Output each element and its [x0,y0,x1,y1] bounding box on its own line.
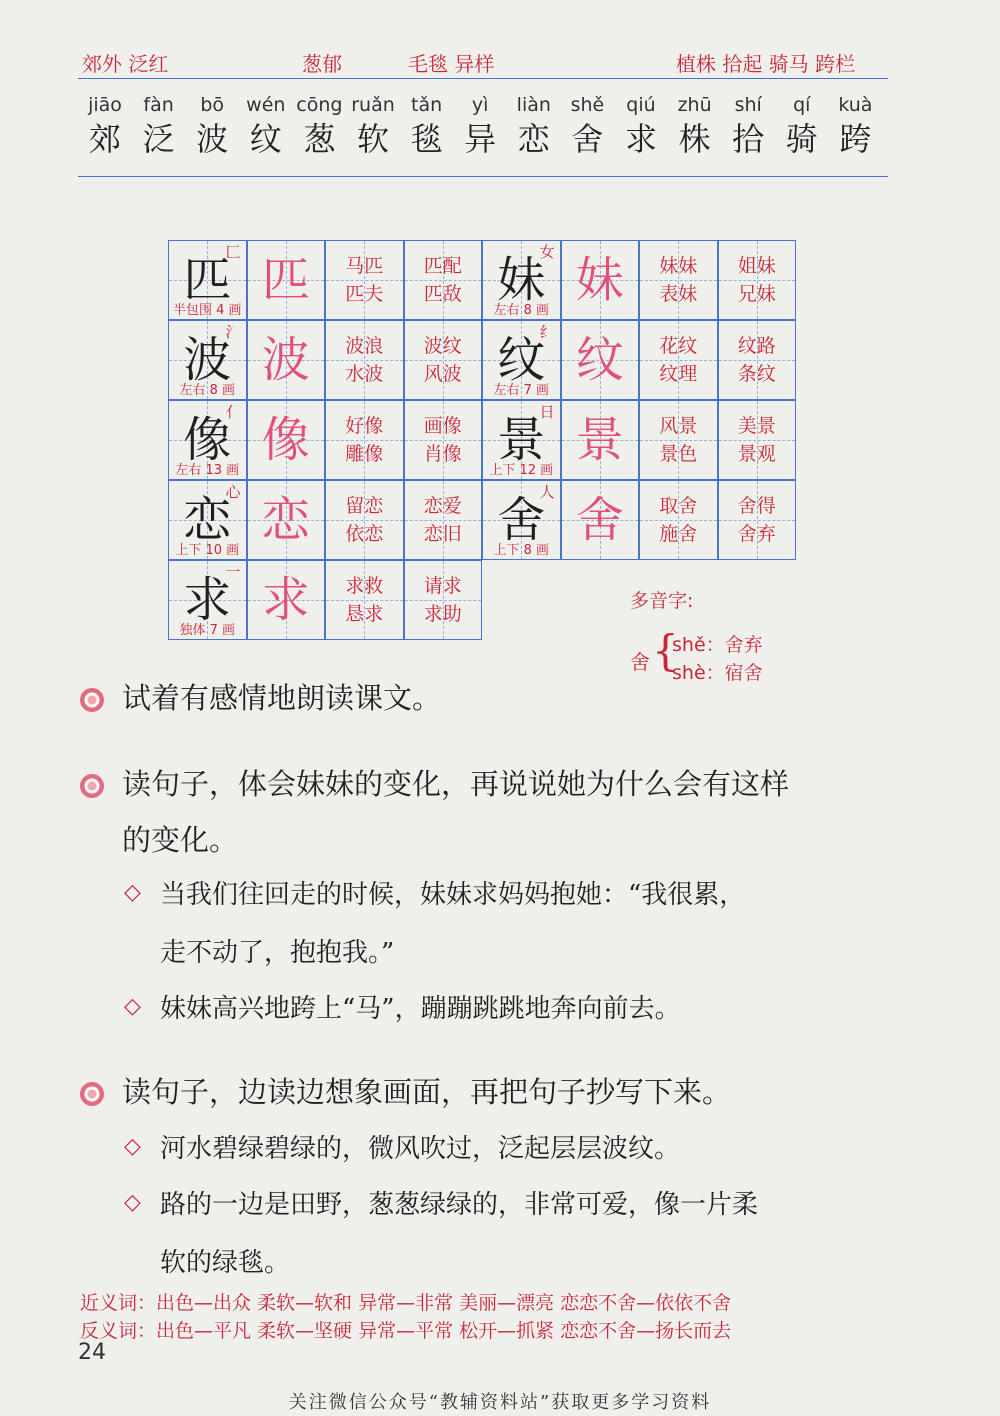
char-structure-strokes: 左右 8 画 [493,303,550,318]
char-trace: 景 [575,412,624,468]
word-cell [718,480,797,560]
vocab-item [826,92,884,160]
vocab-item [76,92,134,160]
exercise-3-text: 读句子，边读边想象画面，再把句子抄写下来。 [122,1075,732,1109]
header-top-rule [78,78,888,79]
flower-bullet-icon [80,688,104,712]
char-structure-strokes: 上下 12 画 [489,463,554,478]
word: 恋旧 [423,523,462,545]
watermark-text: 关注微信公众号“教辅资料站”获取更多学习资料 [288,1392,712,1413]
header-bottom-rule [78,176,888,177]
word: 表妹 [659,283,698,305]
word: 马匹 [345,255,384,277]
vocab-hanzi: 纹 [249,120,282,158]
word-cell [404,560,483,640]
vocab-pinyin: yì [471,94,489,116]
word-cell [718,320,797,400]
word-group-3: 毛毯 异样 [408,52,495,76]
char-trace: 匹 [261,252,310,308]
char-cell [482,400,561,480]
vocab-pinyin: shě [570,94,605,116]
vocab-item [666,92,724,160]
word: 风波 [423,363,462,385]
flower-bullet-icon [80,774,104,798]
word: 风景 [659,415,698,437]
char-structure-strokes: 半包围 4 画 [172,303,242,318]
word: 纹路 [737,335,776,357]
word: 雕像 [345,443,384,465]
word-cell [639,240,718,320]
exercise-3-sentence-1: 河水碧绿碧绿的，微风吹过，泛起层层波纹。 [160,1134,681,1164]
exercise-2-line-2: 的变化。 [122,823,239,857]
char-big: 匹 [183,252,232,308]
char-radical: 人 [539,483,555,501]
word: 花纹 [659,335,698,357]
vocab-item [505,92,563,160]
vocab-pinyin: qiú [626,94,656,116]
char-radical: 日 [539,403,555,421]
word-cell [639,320,718,400]
char-trace-cell [561,400,640,480]
word: 好像 [345,415,384,437]
char-cell [168,560,247,640]
word: 景色 [659,443,698,465]
vocab-hanzi: 求 [624,120,657,158]
vocab-hanzi: 泛 [142,120,175,158]
word-group-4: 植株 拾起 骑马 跨栏 [676,52,856,76]
char-trace-cell [247,480,326,560]
char-big: 波 [183,332,232,388]
vocab-pinyin: zhū [677,94,712,116]
word: 波浪 [345,335,384,357]
vocab-item [612,92,670,160]
char-radical: 亻 [225,403,241,421]
char-structure-strokes: 左右 8 画 [179,383,236,398]
vocab-item [773,92,831,160]
vocab-pinyin: liàn [516,94,551,116]
diamond-bullet-icon: ◇ [124,1134,141,1159]
word: 请求 [423,575,462,597]
vocab-item [290,92,348,160]
vocab-item [130,92,188,160]
char-big: 求 [183,572,232,628]
word: 恳求 [345,603,384,625]
char-big: 像 [183,412,232,468]
char-radical: 匚 [225,243,241,261]
word-cell [404,480,483,560]
polyphone-reading-2: shè：宿舍 [672,662,763,684]
char-radical: 心 [225,483,241,501]
char-structure-strokes: 上下 10 画 [175,543,240,558]
word: 纹理 [659,363,698,385]
word: 舍得 [737,495,776,517]
char-big: 妹 [497,252,546,308]
word-cell [718,400,797,480]
char-structure-strokes: 左右 13 画 [175,463,240,478]
word-group-2: 葱郁 [302,52,342,76]
diamond-bullet-icon: ◇ [124,994,141,1019]
word-cell [718,240,797,320]
vocab-hanzi: 舍 [571,120,604,158]
diamond-bullet-icon: ◇ [124,1190,141,1215]
char-trace: 纹 [575,332,624,388]
char-trace: 像 [261,412,310,468]
exercise-2-sentence-1-line-2: 走不动了，抱抱我。” [160,938,395,968]
word: 匹夫 [345,283,384,305]
exercise-2-sentence-2: 妹妹高兴地跨上“马”，蹦蹦跳跳地奔向前去。 [160,994,681,1024]
char-cell [168,320,247,400]
char-structure-strokes: 左右 7 画 [493,383,550,398]
word-cell [325,480,404,560]
word-cell [325,400,404,480]
polyphone-brace: { [652,626,679,675]
vocab-pinyin: tǎn [411,94,443,116]
char-cell [168,480,247,560]
char-trace-cell [247,400,326,480]
vocab-item [237,92,295,160]
vocab-pinyin: bō [200,94,225,116]
antonyms-line: 反义词：出色—平凡 柔软—坚硬 异常—平常 松开—抓紧 恋恋不舍—扬长而去 [80,1320,732,1342]
vocab-hanzi: 株 [678,120,711,158]
word: 取舍 [659,495,698,517]
exercise-3-sentence-2-line-2: 软的绿毯。 [160,1248,291,1278]
char-trace-cell [247,320,326,400]
word: 求救 [345,575,384,597]
word-cell [325,560,404,640]
word: 水波 [345,363,384,385]
char-cell [168,400,247,480]
char-big: 舍 [497,492,546,548]
word: 妹妹 [659,255,698,277]
char-big: 纹 [497,332,546,388]
char-trace: 妹 [575,252,624,308]
char-trace: 舍 [575,492,624,548]
vocab-hanzi: 恋 [517,120,550,158]
char-radical: 一 [225,563,241,581]
char-cell [482,240,561,320]
page-number: 24 [78,1340,106,1365]
exercise-2-line-1: 读句子，体会妹妹的变化，再说说她为什么会有这样 [122,767,790,801]
word: 留恋 [345,495,384,517]
char-radical: 女 [539,243,555,261]
char-trace-cell [247,560,326,640]
vocab-hanzi: 异 [464,120,497,158]
vocab-pinyin: kuà [838,94,873,116]
vocab-hanzi: 郊 [88,120,121,158]
word-cell [325,240,404,320]
word-cell [404,240,483,320]
vocab-item [344,92,402,160]
char-trace: 波 [261,332,310,388]
char-structure-strokes: 独体 7 画 [179,623,236,638]
vocab-hanzi: 葱 [303,120,336,158]
vocab-hanzi: 毯 [410,120,443,158]
char-cell [482,480,561,560]
vocab-pinyin: cōng [296,94,343,116]
word: 美景 [737,415,776,437]
char-radical: 氵 [225,323,241,341]
char-structure-strokes: 上下 8 画 [493,543,550,558]
char-trace-cell [247,240,326,320]
vocab-hanzi: 跨 [839,120,872,158]
char-trace: 求 [261,572,310,628]
exercise-2-sentence-1-line-1: 当我们往回走的时候，妹妹求妈妈抱她：“我很累， [160,880,746,910]
vocab-hanzi: 波 [196,120,229,158]
vocab-item [558,92,616,160]
vocab-item [398,92,456,160]
word-cell [404,400,483,480]
word: 肖像 [423,443,462,465]
char-radical: 纟 [539,323,555,341]
word: 条纹 [737,363,776,385]
polyphone-char: 舍 [630,650,650,674]
char-big: 恋 [183,492,232,548]
word-cell [639,480,718,560]
word: 景观 [737,443,776,465]
char-trace-cell [561,320,640,400]
vocab-item [719,92,777,160]
word: 兄妹 [737,283,776,305]
vocab-item [183,92,241,160]
char-big: 景 [497,412,546,468]
word: 施舍 [659,523,698,545]
char-trace-cell [561,480,640,560]
word-group-1: 郊外 泛红 [82,52,169,76]
char-cell [482,320,561,400]
vocab-hanzi: 拾 [732,120,765,158]
exercise-1-text: 试着有感情地朗读课文。 [122,681,442,715]
vocab-item [451,92,509,160]
word: 姐妹 [737,255,776,277]
synonyms-line: 近义词：出色—出众 柔软—软和 异常—非常 美丽—漂亮 恋恋不舍—依依不舍 [80,1292,732,1314]
vocab-pinyin: fàn [143,94,174,116]
char-trace: 恋 [261,492,310,548]
character-table [168,240,796,640]
exercise-3-sentence-2-line-1: 路的一边是田野，葱葱绿绿的，非常可爱，像一片柔 [160,1190,759,1220]
word: 舍弃 [737,523,776,545]
word: 匹敌 [423,283,462,305]
word: 波纹 [423,335,462,357]
flower-bullet-icon [80,1082,104,1106]
vocab-pinyin: jiāo [88,94,122,116]
vocab-pinyin: wén [246,94,286,116]
word: 求助 [423,603,462,625]
vocab-hanzi: 骑 [785,120,818,158]
polyphone-title: 多音字: [630,590,694,612]
char-trace-cell [561,240,640,320]
word-cell [404,320,483,400]
word-cell [325,320,404,400]
word: 依恋 [345,523,384,545]
char-cell [168,240,247,320]
word: 匹配 [423,255,462,277]
vocab-pinyin: qí [793,94,811,116]
polyphone-reading-1: shě：舍弃 [672,634,763,656]
vocab-pinyin: ruǎn [351,94,395,116]
word-cell [639,400,718,480]
vocab-pinyin: shí [734,94,762,116]
word: 恋爱 [423,495,462,517]
word: 画像 [423,415,462,437]
diamond-bullet-icon: ◇ [124,880,141,905]
vocab-hanzi: 软 [356,120,389,158]
